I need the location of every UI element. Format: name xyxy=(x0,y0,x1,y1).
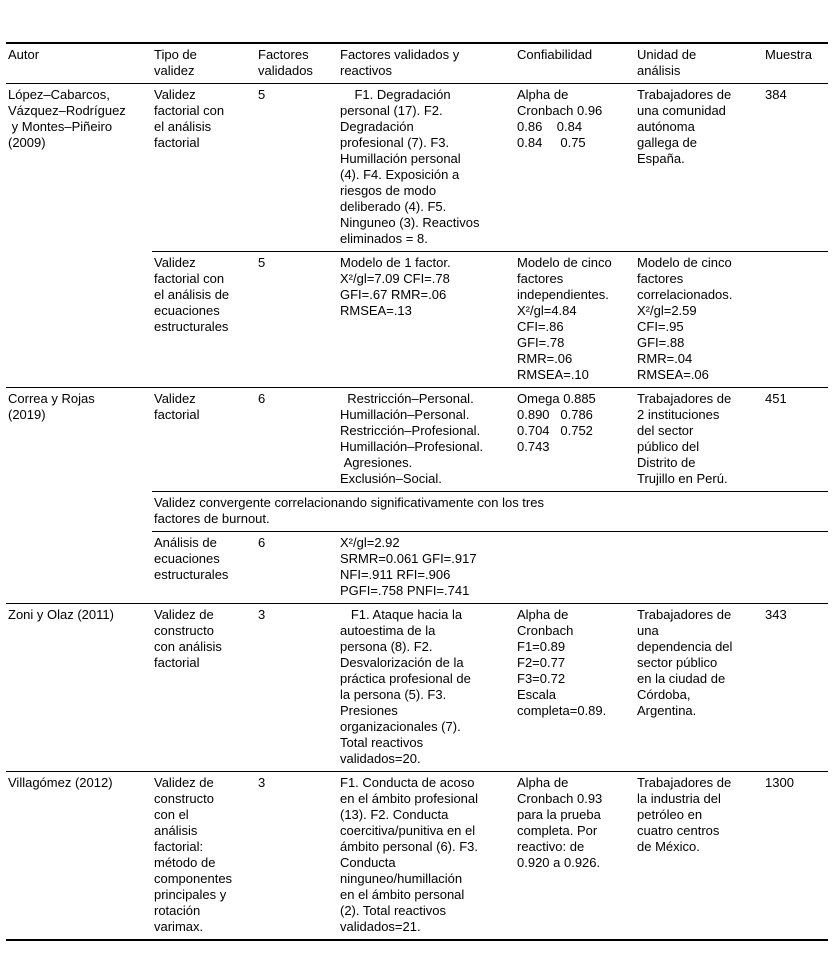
unidad-analisis-cell xyxy=(635,532,763,604)
muestra-cell: 384 xyxy=(763,84,828,252)
convergent-validity-note-cell: Validez convergente correlacionando significativamente con los tres factores de burnout. xyxy=(152,492,828,532)
author-cell: Correa y Rojas (2019) xyxy=(6,388,152,604)
factores-reactivos-cell: F1. Conducta de acoso en el ámbito profesional (13). F2. Conducta coercitiva/punitiva en el ámbito personal (6). F3. Conducta ninguneo/humillación en el ámbito personal (2). Total reactivos validados=21. xyxy=(338,772,515,941)
confiabilidad-cell: Modelo de cinco factores independientes. X²/gl=4.84 CFI=.86 GFI=.78 RMR=.06 RMSEA=.10 xyxy=(515,252,635,388)
author-cell: López–Cabarcos, Vázquez–Rodríguez y Montes–Piñeiro (2009) xyxy=(6,84,152,388)
confiabilidad-cell: Alpha de Cronbach F1=0.89 F2=0.77 F3=0.72 Escala completa=0.89. xyxy=(515,604,635,772)
col-header-confiabilidad: Confiabilidad xyxy=(515,43,635,84)
unidad-analisis-cell: Trabajadores de una dependencia del sector público en la ciudad de Córdoba, Argentina. xyxy=(635,604,763,772)
confiabilidad-cell: Alpha de Cronbach 0.93 para la prueba completa. Por reactivo: de 0.920 a 0.926. xyxy=(515,772,635,941)
author-cell: Zoni y Olaz (2011) xyxy=(6,604,152,772)
table-row-villagomez xyxy=(6,772,828,941)
muestra-cell: 343 xyxy=(763,604,828,772)
col-header-factores-validados: Factores validados xyxy=(256,43,338,84)
factores-validados-cell: 3 xyxy=(256,772,338,941)
factores-reactivos-cell: Modelo de 1 factor. X²/gl=7.09 CFI=.78 GFI=.67 RMR=.06 RMSEA=.13 xyxy=(338,252,515,388)
unidad-analisis-cell: Trabajadores de una comunidad autónoma gallega de España. xyxy=(635,84,763,252)
validity-studies-table xyxy=(6,42,828,941)
col-header-tipo-validez: Tipo de validez xyxy=(152,43,256,84)
author-cell: Villagómez (2012) xyxy=(6,772,152,941)
factores-validados-cell: 3 xyxy=(256,604,338,772)
table-row-correa-factorial xyxy=(6,388,828,492)
col-header-unidad-analisis: Unidad de análisis xyxy=(635,43,763,84)
tipo-validez-cell: Análisis de ecuaciones estructurales xyxy=(152,532,256,604)
confiabilidad-cell xyxy=(515,532,635,604)
table-header xyxy=(6,43,828,84)
confiabilidad-cell: Omega 0.885 0.890 0.786 0.704 0.752 0.743 xyxy=(515,388,635,492)
confiabilidad-cell: Alpha de Cronbach 0.96 0.86 0.84 0.84 0.75 xyxy=(515,84,635,252)
tipo-validez-cell: Validez factorial xyxy=(152,388,256,492)
col-header-autor: Autor xyxy=(6,43,152,84)
table-row-zoni xyxy=(6,604,828,772)
tipo-validez-cell: Validez factorial con el análisis factorial xyxy=(152,84,256,252)
col-header-factores-reactivos: Factores validados y reactivos xyxy=(338,43,515,84)
header-row xyxy=(6,43,828,84)
tipo-validez-cell: Validez de constructo con análisis factorial xyxy=(152,604,256,772)
tipo-validez-cell: Validez factorial con el análisis de ecuaciones estructurales xyxy=(152,252,256,388)
table-body xyxy=(6,84,828,941)
table-row-lopez-factorial xyxy=(6,84,828,252)
unidad-analisis-cell: Trabajadores de la industria del petróleo en cuatro centros de México. xyxy=(635,772,763,941)
factores-validados-cell: 5 xyxy=(256,252,338,388)
factores-validados-cell: 6 xyxy=(256,388,338,492)
factores-reactivos-cell: X²/gl=2.92 SRMR=0.061 GFI=.917 NFI=.911 RFI=.906 PGFI=.758 PNFI=.741 xyxy=(338,532,515,604)
unidad-analisis-cell: Modelo de cinco factores correlacionados. X²/gl=2.59 CFI=.95 GFI=.88 RMR=.04 RMSEA=.06 xyxy=(635,252,763,388)
unidad-analisis-cell: Trabajadores de 2 instituciones del sector público del Distrito de Trujillo en Perú. xyxy=(635,388,763,492)
factores-validados-cell: 6 xyxy=(256,532,338,604)
muestra-cell xyxy=(763,532,828,604)
factores-reactivos-cell: F1. Degradación personal (17). F2. Degradación profesional (7). F3. Humillación personal (4). F4. Exposición a riesgos de modo deliberado (4). F5. Ninguneo (3). Reactivos eliminados = 8. xyxy=(338,84,515,252)
tipo-validez-cell: Validez de constructo con el análisis factorial: método de componentes principales y rotación varimax. xyxy=(152,772,256,941)
muestra-cell: 1300 xyxy=(763,772,828,941)
factores-validados-cell: 5 xyxy=(256,84,338,252)
muestra-cell xyxy=(763,252,828,388)
muestra-cell: 451 xyxy=(763,388,828,492)
factores-reactivos-cell: Restricción–Personal. Humillación–Personal. Restricción–Profesional. Humillación–Profesional. Agresiones. Exclusión–Social. xyxy=(338,388,515,492)
factores-reactivos-cell: F1. Ataque hacia la autoestima de la persona (8). F2. Desvalorización de la práctica profesional de la persona (5). F3. Presiones organizacionales (7). Total reactivos validados=20. xyxy=(338,604,515,772)
col-header-muestra: Muestra xyxy=(763,43,828,84)
